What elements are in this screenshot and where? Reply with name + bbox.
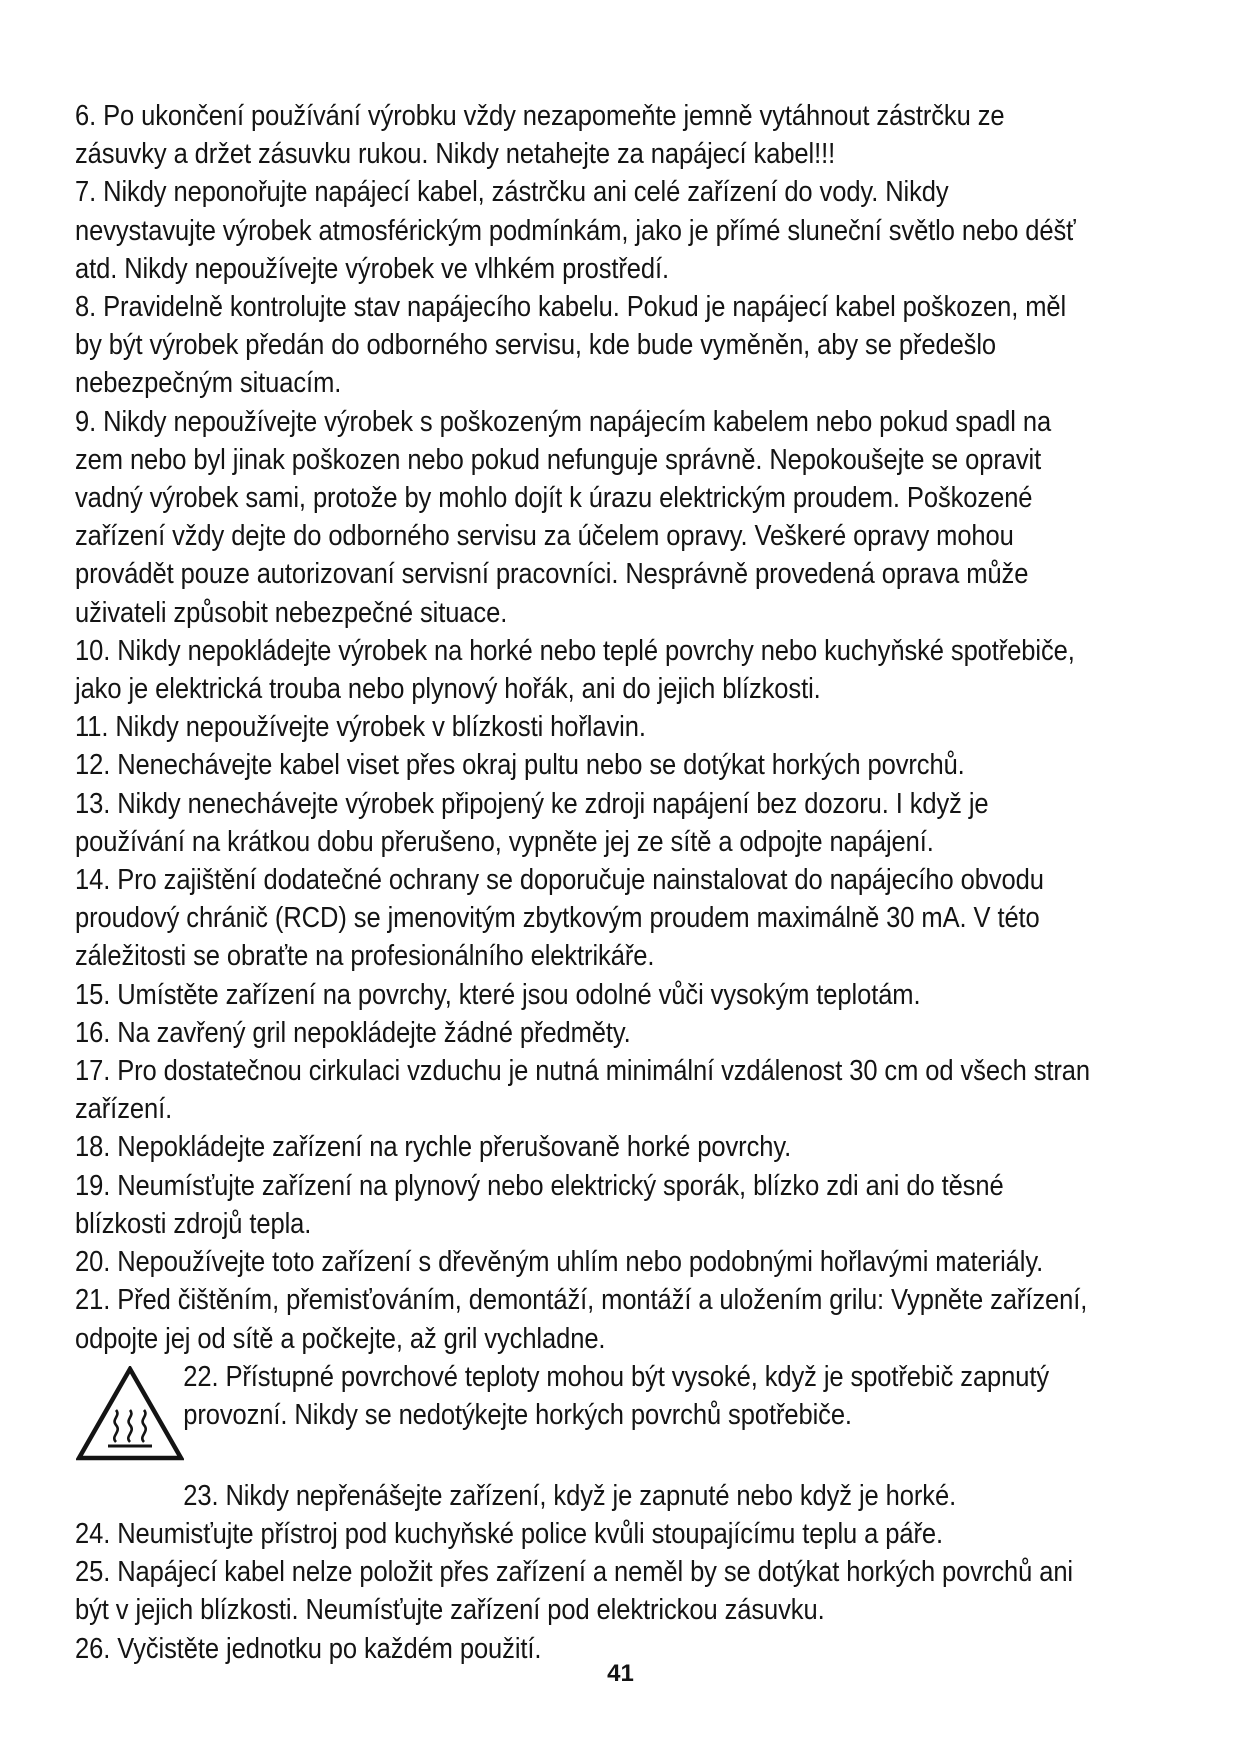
instruction-22 bbox=[75, 1358, 1182, 1434]
text-line: 6. Po ukončení používání výrobku vždy nezapomeňte jemně vytáhnout zástrčku ze bbox=[75, 100, 1005, 132]
text-line: 15. Umístěte zařízení na povrchy, které jsou odolné vůči vysokým teplotám. bbox=[75, 978, 921, 1011]
text-line: 17. Pro dostatečnou cirkulaci vzduchu je nutná minimální vzdálenost 30 cm od všech stran bbox=[75, 1055, 1091, 1088]
text-line: 24. Neumisťujte přístroj pod kuchyňské police kvůli stoupajícímu teplu a páře. bbox=[75, 1517, 943, 1550]
text-line: atd. Nikdy nepoužívejte výrobek ve vlhkém prostředí. bbox=[75, 252, 670, 285]
text-line: 9. Nikdy nepoužívejte výrobek s poškozeným napájecím kabelem nebo pokud spadl na bbox=[75, 405, 1052, 438]
text-line: být v jejich blízkosti. Neumísťujte zařízení pod elektrickou zásuvku. bbox=[75, 1594, 825, 1627]
text-line: provádět pouze autorizovaní servisní pracovníci. Nesprávně provedená oprava může bbox=[75, 558, 1029, 591]
safety-instructions bbox=[75, 97, 1185, 1668]
text-line: 26. Vyčistěte jednotku po každém použití. bbox=[75, 1632, 542, 1665]
text-line: by být výrobek předán do odborného servisu, kde bude vyměněn, aby se předešlo bbox=[75, 329, 997, 362]
text-line: jako je elektrická trouba nebo plynový hořák, ani do jejich blízkosti. bbox=[75, 673, 821, 706]
text-line: 12. Nenechávejte kabel viset přes okraj pultu nebo se dotýkat horkých povrchů. bbox=[75, 749, 965, 782]
text-line: zařízení vždy dejte do odborného servisu za účelem opravy. Veškeré opravy mohou bbox=[75, 520, 1014, 553]
text-line: používání na krátkou dobu přerušeno, vypněte jej ze sítě a odpojte napájení. bbox=[75, 825, 934, 858]
text-line: 21. Před čištěním, přemisťováním, demontáží, montáží a uložením grilu: Vypněte zařízení, bbox=[75, 1284, 1088, 1317]
instruction-23: 23. Nikdy nepřenášejte zařízení, když je zapnuté nebo když je horké. bbox=[183, 1479, 957, 1512]
text-line: 7. Nikdy neponořujte napájecí kabel, zástrčku ani celé zařízení do vody. Nikdy bbox=[75, 176, 949, 209]
text-line: nevystavujte výrobek atmosférickým podmínkám, jako je přímé sluneční světlo nebo déšť bbox=[75, 214, 1076, 247]
text-line: 13. Nikdy nenechávejte výrobek připojený ke zdroji napájení bez dozoru. I když je bbox=[75, 787, 989, 820]
text-line: 10. Nikdy nepokládejte výrobek na horké nebo teplé povrchy nebo kuchyňské spotřebiče, bbox=[75, 634, 1075, 667]
instructions-24-to-26 bbox=[75, 1515, 1185, 1668]
text-line: 8. Pravidelně kontrolujte stav napájecího kabelu. Pokud je napájecí kabel poškozen, měl bbox=[75, 291, 1067, 324]
text-line: nebezpečným situacím. bbox=[75, 367, 342, 400]
text-line: uživateli způsobit nebezpečné situace. bbox=[75, 596, 508, 629]
text-line: proudový chránič (RCD) se jmenovitým zbytkovým proudem maximálně 30 mA. V této bbox=[75, 902, 1040, 935]
instructions-6-to-21 bbox=[75, 97, 1185, 1358]
page-number: 41 bbox=[607, 1660, 634, 1687]
text-line: 18. Nepokládejte zařízení na rychle přerušovaně horké povrchy. bbox=[75, 1131, 792, 1164]
text-line: 16. Na zavřený gril nepokládejte žádné předměty. bbox=[75, 1016, 631, 1049]
text-line: záležitosti se obraťte na profesionálního elektrikáře. bbox=[75, 940, 655, 973]
text-line: odpojte jej od sítě a počkejte, až gril vychladne. bbox=[75, 1322, 606, 1355]
text-line: 20. Nepoužívejte toto zařízení s dřevěným uhlím nebo podobnými hořlavými materiály. bbox=[75, 1246, 1044, 1279]
text-line: provozní. Nikdy se nedotýkejte horkých povrchů spotřebiče. bbox=[183, 1398, 852, 1431]
text-line: 19. Neumísťujte zařízení na plynový nebo elektrický sporák, blízko zdi ani do těsné bbox=[75, 1169, 1004, 1202]
text-line: blízkosti zdrojů tepla. bbox=[75, 1207, 312, 1240]
text-line: zařízení. bbox=[75, 1093, 173, 1126]
text-line: 25. Napájecí kabel nelze položit přes zařízení a neměl by se dotýkat horkých povrchů ani bbox=[75, 1556, 1074, 1589]
text-line: 11. Nikdy nepoužívejte výrobek v blízkosti hořlavin. bbox=[75, 711, 646, 744]
hot-surface-warning bbox=[75, 1358, 1185, 1477]
text-line: 22. Přístupné povrchové teploty mohou být vysoké, když je spotřebič zapnutý bbox=[183, 1360, 1050, 1393]
text-line: vadný výrobek sami, protože by mohlo dojít k úrazu elektrickým proudem. Poškozené bbox=[75, 482, 1033, 515]
text-line: zem nebo byl jinak poškozen nebo pokud nefunguje správně. Nepokoušejte se opravit bbox=[75, 443, 1042, 476]
text-line: zásuvky a držet zásuvku rukou. Nikdy netahejte za napájecí kabel!!! bbox=[75, 138, 836, 171]
text-line: 14. Pro zajištění dodatečné ochrany se doporučuje nainstalovat do napájecího obvodu bbox=[75, 864, 1044, 897]
